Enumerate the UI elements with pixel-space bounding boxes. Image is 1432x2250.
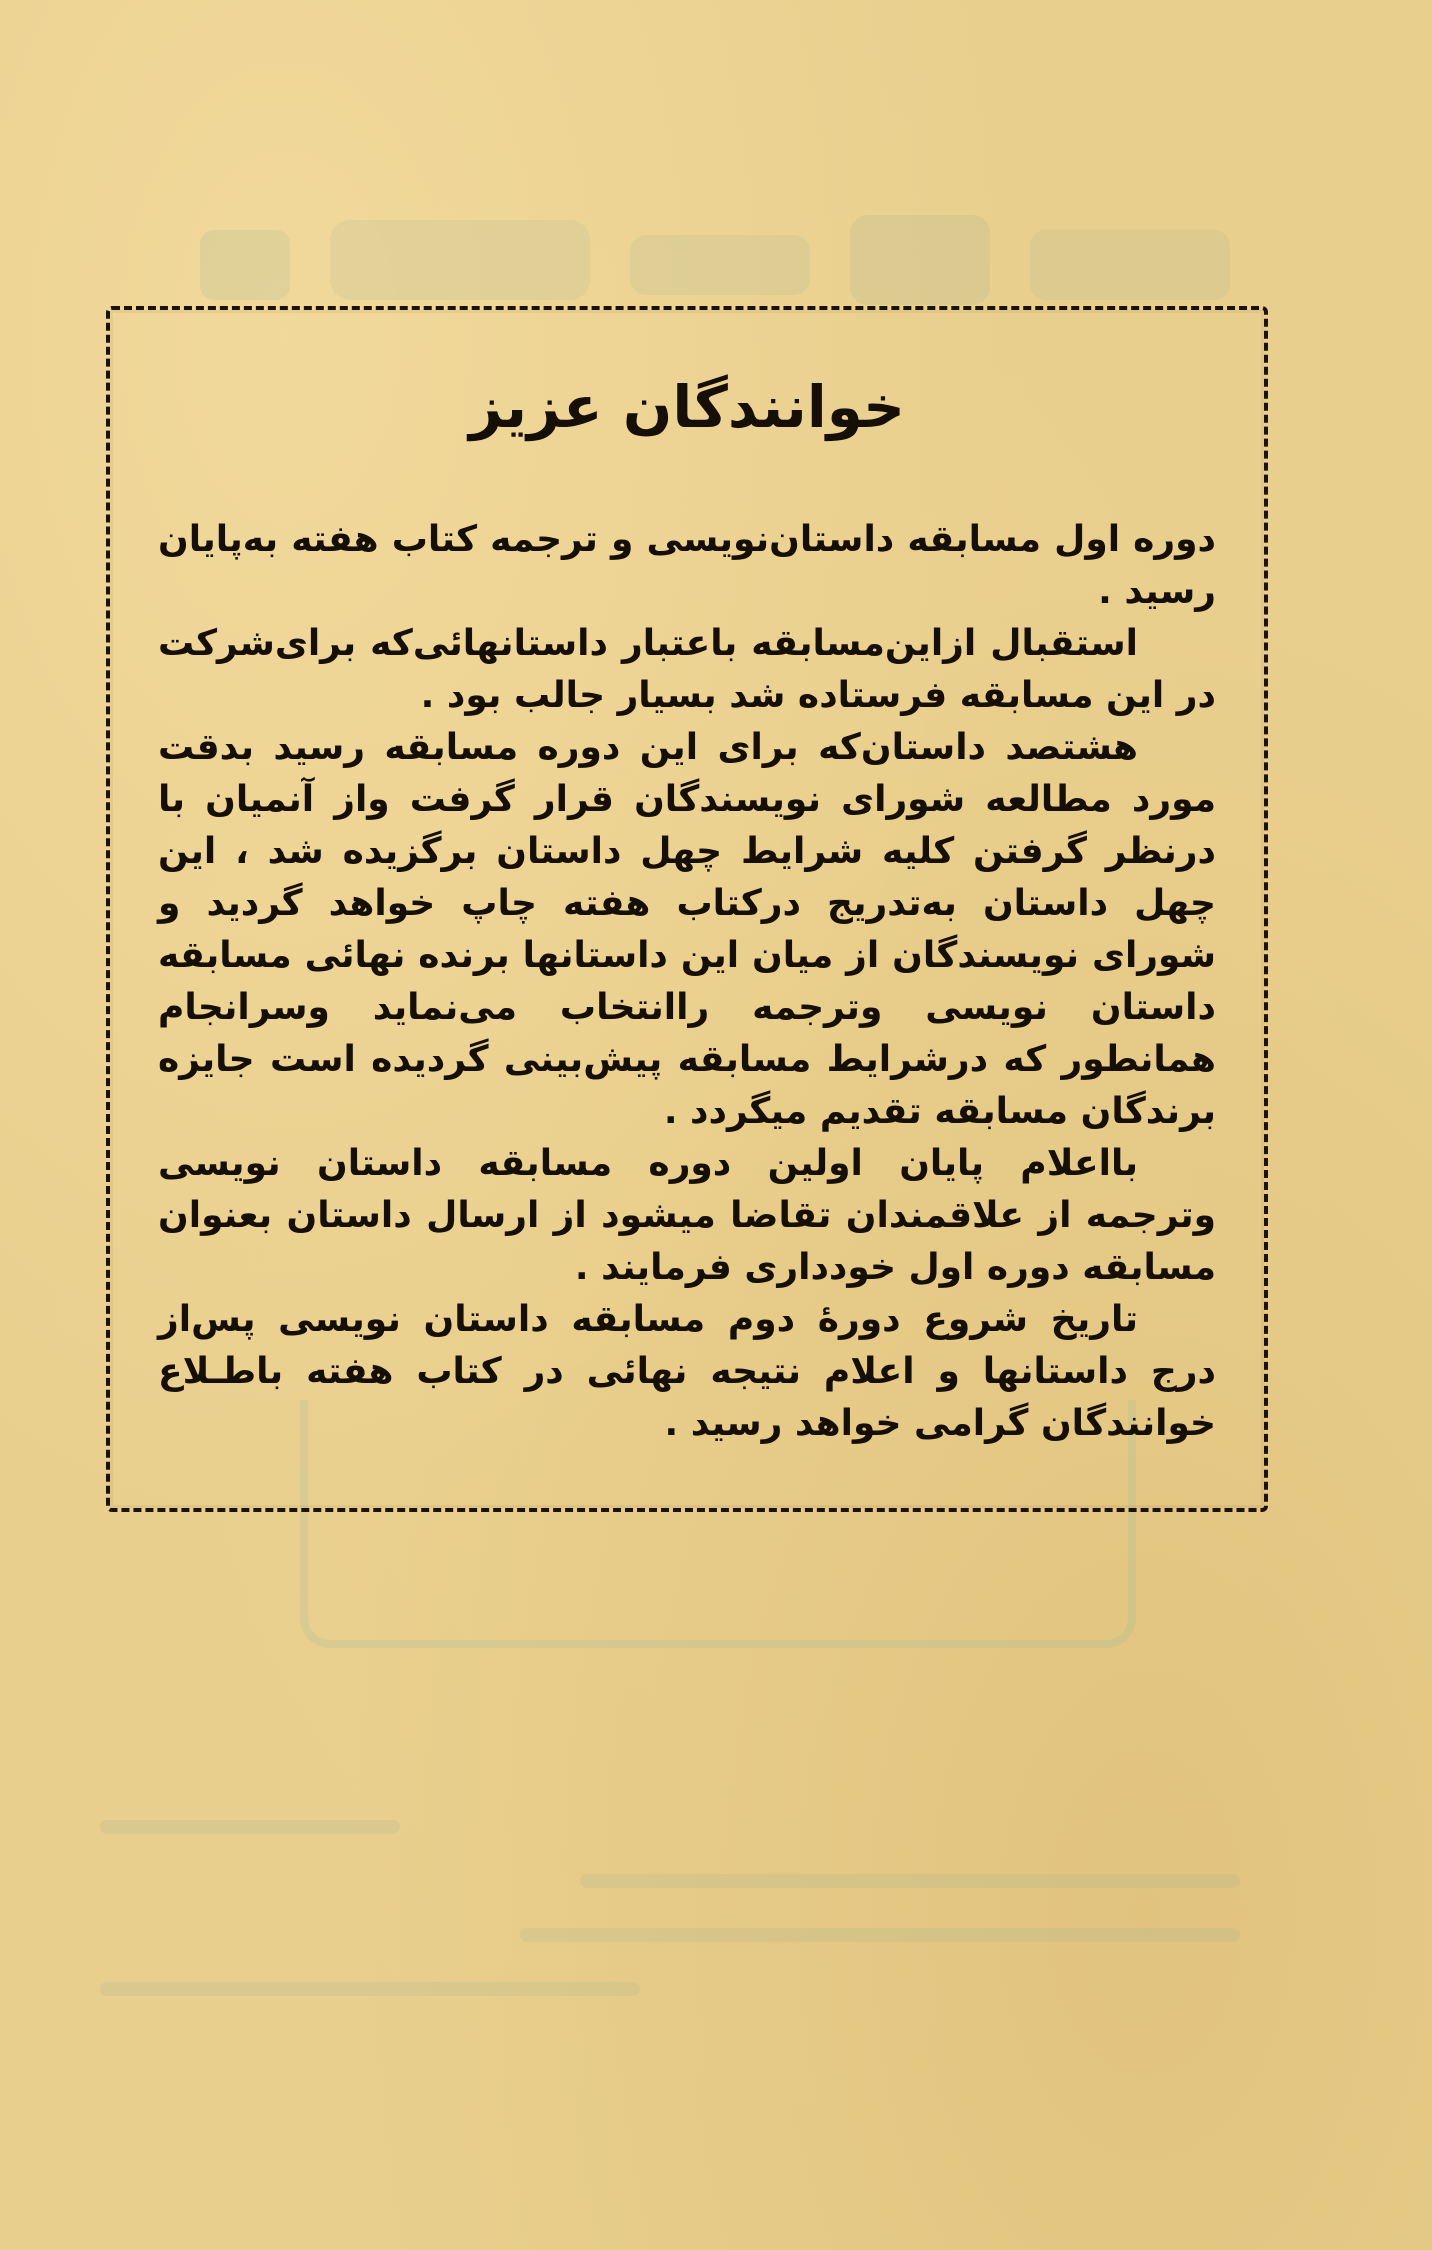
paragraph-contest-ended: دوره اول مسابقه داستان‌نویسی و ترجمه کتاب هفته به‌پایان رسید . [158, 519, 1216, 612]
show-through-title-mark [180, 200, 1260, 320]
show-through-text-lines [100, 1820, 1300, 2100]
paragraph-second-round: تاریخ شروع دورهٔ دوم مسابقه داستان نویسی پس‌از درج داستانها و اعلام نتیجه نهائی در کتاب هفته باطـلاع خوانندگان گرامی خواهد رسید . [158, 1299, 1216, 1444]
notice-body [158, 514, 1216, 1450]
show-through-line [580, 1874, 1240, 1888]
show-through-line [100, 1982, 640, 1996]
show-through-line [100, 1820, 400, 1834]
paragraph-selection: هشتصد داستان‌که برای این دوره مسابقه رسید بدقت مورد مطالعه شورای نویسندگان قرار گرفت واز آنمیان با درنظر گرفتن کلیه شرایط چهل داستان برگزیده شد ، این چهل داستان به‌تدریج درکتاب هفته چاپ خواهد گردید و شورای نویسندگان از میان این داستانها برنده نهائی مسابقه داستان نویسی وترجمه راانتخاب می‌نماید وسرانجام همانطور که درشرایط مسابقه پیش‌بینی گردیده است جایزه برندگان مسابقه تقدیم میگردد . [158, 727, 1216, 1132]
paragraph-reception: استقبال ازاین‌مسابقه باعتبار داستانهائی‌که برای‌شرکت در این مسابقه فرستاده شد بسیار جالب بود . [158, 623, 1216, 716]
notice-box [106, 306, 1268, 1512]
show-through-line [520, 1928, 1240, 1942]
paragraph-no-more-submissions: بااعلام پایان اولین دوره مسابقه داستان نویسی وترجمه از علاقمندان تقاضا میشود از ارسال داستان بعنوان مسابقه دوره اول خودداری فرمایند . [158, 1143, 1216, 1288]
notice-title: خوانندگان عزیز [469, 373, 905, 441]
